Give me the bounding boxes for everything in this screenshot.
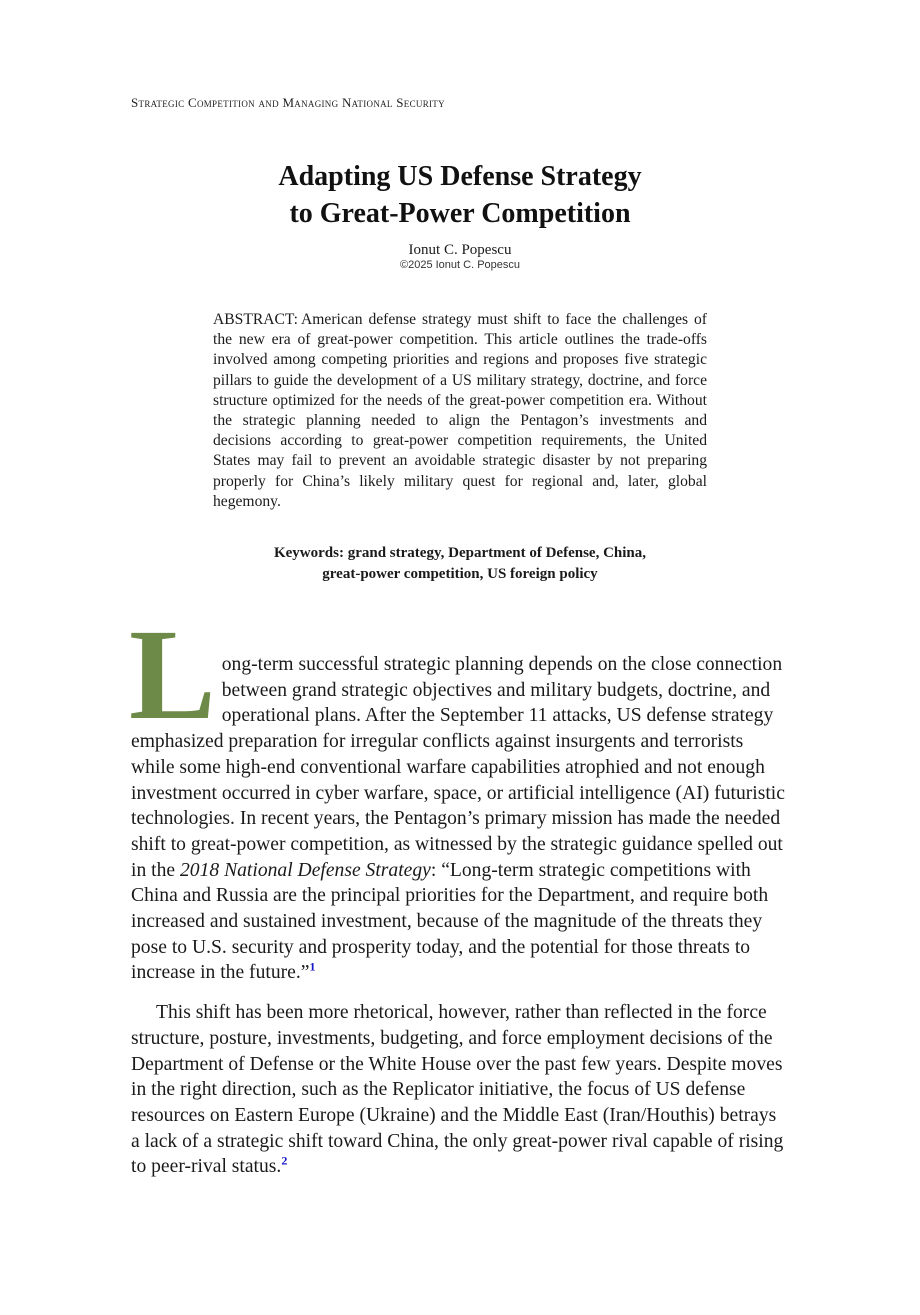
keywords-line-2: great-power competition, US foreign policy [322,566,598,582]
article-title [0,158,920,232]
paragraph-1-text-b: : “Long-term strategic competitions with China and Russia are the principal priorities for the Department, and require both increased and sustained investment, because of the magnitude of the threats they pose to U.S. security and prosperity today, and the potential for those threats to increase in the future.” [131,859,769,984]
paragraph-1 [129,603,787,986]
abstract-label: ABSTRACT: [213,311,299,328]
footnote-link-2[interactable]: 2 [281,1153,288,1168]
paragraph-2 [131,1000,787,1180]
paragraph-2-text: This shift has been more rhetorical, however, rather than reflected in the force structure, posture, investments, budgeting, and force employment decisions of the Department of Defense or the White House over the past few years. Despite moves in the right direction, such as the Replicator initiative, the focus of US defense resources on Eastern Europe (Ukraine) and the Middle East (Iran/Houthis) betrays a lack of a strategic shift toward China, the only great-power rival capable of rising to peer-rival status. [131,1002,784,1178]
title-block [0,158,920,272]
cited-document-title: 2018 National Defense Strategy [179,859,431,881]
abstract-text: American defense strategy must shift to face the challenges of the new era of great-power competition. This article outlines the trade-offs involved among competing priorities and regions and proposes five strategic pillars to guide the development of a US military strategy, doctrine, and force structure optimized for the needs of the great-power competition era. Without the strategic planning needed to align the Pentagon’s investments and decisions according to great-power competition requirements, the United States may fail to prevent an avoidable strategic disaster by not preparing properly for China’s likely military quest for regional and, later, global hegemony. [213,311,707,510]
running-head: Strategic Competition and Managing National Security [131,95,445,110]
article-body [129,603,787,1180]
title-line-2: to Great-Power Competition [289,198,631,229]
paragraph-1-text-a: ong-term successful strategic planning depends on the close connection between grand strategic objectives and military budgets, doctrine, and operational plans. After the September 11 attacks, US defense strategy emphasized preparation for irregular conflicts against insurgents and terrorists while some high-end conventional warfare capabilities atrophied and not enough investment occurred in cyber warfare, space, or artificial intelligence (AI) futuristic technologies. In recent years, the Pentagon’s primary mission has made the needed shift to great-power competition, as witnessed by the strategic guidance spelled out in the [131,654,785,881]
keywords [240,543,680,585]
keywords-line-1: Keywords: grand strategy, Department of Defense, China, [273,545,647,561]
footnote-link-1[interactable]: 1 [309,959,316,974]
copyright-notice: ©2025 Ionut C. Popescu [399,259,521,271]
drop-cap: L [129,603,216,747]
title-line-1: Adapting US Defense Strategy [278,161,642,192]
abstract [213,310,707,512]
author-name: Ionut C. Popescu [408,242,512,258]
